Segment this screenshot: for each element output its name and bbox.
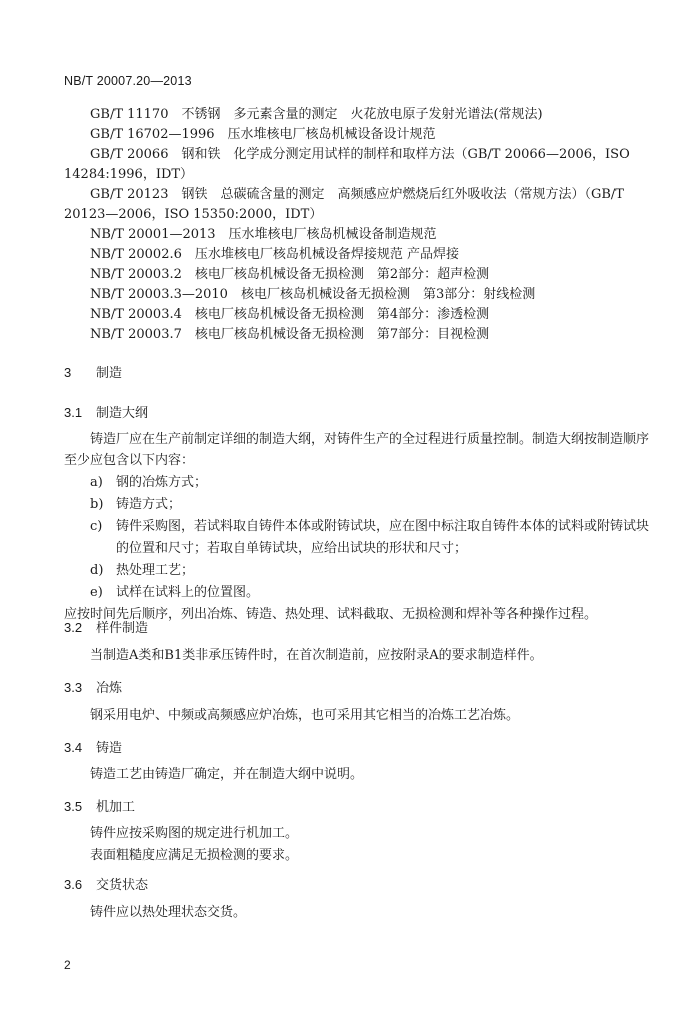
section-title: 冶炼 (96, 681, 123, 696)
section-title: 制造大纲 (96, 406, 149, 421)
section-3-2-heading (64, 617, 148, 636)
reference-item: GB/T 16702—1996 压水堆核电厂核岛机械设备设计规范 (90, 127, 436, 142)
reference-item: NB/T 20003.3—2010 核电厂核岛机械设备无损检测 第3部分：射线检测 (90, 287, 536, 302)
reference-item: NB/T 20002.6 压水堆核电厂核岛机械设备焊接规范 产品焊接 (90, 247, 460, 262)
references-list (64, 105, 654, 345)
section-title: 制造 (96, 366, 123, 381)
page-number: 2 (64, 958, 71, 972)
section-3-2-body: 当制造A类和B1类非承压铸件时，在首次制造前，应按附录A的要求制造样件。 (90, 648, 543, 663)
section-3-6-body: 铸件应以热处理状态交货。 (90, 905, 247, 920)
standard-number-header: NB/T 20007.20—2013 (64, 74, 192, 88)
list-item-c-continuation: 的位置和尺寸；若取自单铸试块，应给出试块的形状和尺寸； (116, 541, 468, 556)
paragraph-line: 表面粗糙度应满足无损检测的要求。 (90, 848, 299, 863)
section-title: 机加工 (96, 800, 136, 815)
section-number: 3.4 (64, 740, 83, 755)
reference-item: NB/T 20003.2 核电厂核岛机械设备无损检测 第2部分：超声检测 (90, 267, 490, 282)
section-3-1-heading (64, 402, 148, 421)
section-3-heading (64, 362, 122, 381)
list-item-b: b) 铸造方式； (90, 497, 182, 512)
paragraph-line: 铸件应按采购图的规定进行机加工。 (90, 826, 299, 841)
reference-item: NB/T 20003.4 核电厂核岛机械设备无损检测 第4部分：渗透检测 (90, 307, 490, 322)
paragraph-line: 铸造厂应在生产前制定详细的制造大纲，对铸件生产的全过程进行质量控制。制造大纲按制造顺序 (90, 432, 650, 447)
section-number: 3.2 (64, 620, 83, 635)
list-item-d: d) 热处理工艺； (90, 563, 195, 578)
section-title: 铸造 (96, 741, 123, 756)
reference-item-continuation: 20123—2006，ISO 15350:2000，IDT） (64, 207, 323, 222)
reference-item: GB/T 11170 不锈钢 多元素含量的测定 火花放电原子发射光谱法(常规法) (90, 107, 543, 122)
reference-item: GB/T 20066 钢和铁 化学成分测定用试样的制样和取样方法（GB/T 20066—2006，ISO (90, 147, 630, 162)
section-3-1-body (64, 430, 656, 626)
section-number: 3 (64, 365, 72, 380)
section-3-3-heading (64, 677, 122, 696)
section-3-5-heading (64, 796, 135, 815)
section-title: 样件制造 (96, 621, 149, 636)
paragraph-line: 至少应包含以下内容： (64, 453, 195, 468)
list-item-c: c) 铸件采购图，若试料取自铸件本体或附铸试块，应在图中标注取自铸件本体的试料或附铸试块 (90, 519, 650, 534)
reference-item: NB/T 20001—2013 压水堆核电厂核岛机械设备制造规范 (90, 227, 437, 242)
section-number: 3.3 (64, 680, 83, 695)
section-3-3-body: 钢采用电炉、中频或高频感应炉冶炼，也可采用其它相当的冶炼工艺冶炼。 (90, 708, 520, 723)
section-3-4-heading (64, 737, 122, 756)
reference-item-continuation: 14284:1996，IDT） (64, 167, 194, 182)
reference-item: NB/T 20003.7 核电厂核岛机械设备无损检测 第7部分：目视检测 (90, 327, 490, 342)
section-number: 3.1 (64, 405, 83, 420)
section-3-4-body: 铸造工艺由铸造厂确定，并在制造大纲中说明。 (90, 767, 364, 782)
reference-item: GB/T 20123 钢铁 总碳硫含量的测定 高频感应炉燃烧后红外吸收法（常规方法）（GB/T (90, 187, 624, 202)
paragraph-line: 应按时间先后顺序，列出冶炼、铸造、热处理、试料截取、无损检测和焊补等各种操作过程。 (64, 607, 598, 622)
section-number: 3.6 (64, 877, 83, 892)
section-3-5-body (64, 823, 656, 867)
section-title: 交货状态 (96, 878, 149, 893)
section-3-6-heading (64, 874, 148, 893)
section-number: 3.5 (64, 799, 83, 814)
list-item-e: e) 试样在试料上的位置图。 (90, 585, 260, 600)
list-item-a: a) 钢的冶炼方式； (90, 475, 208, 490)
